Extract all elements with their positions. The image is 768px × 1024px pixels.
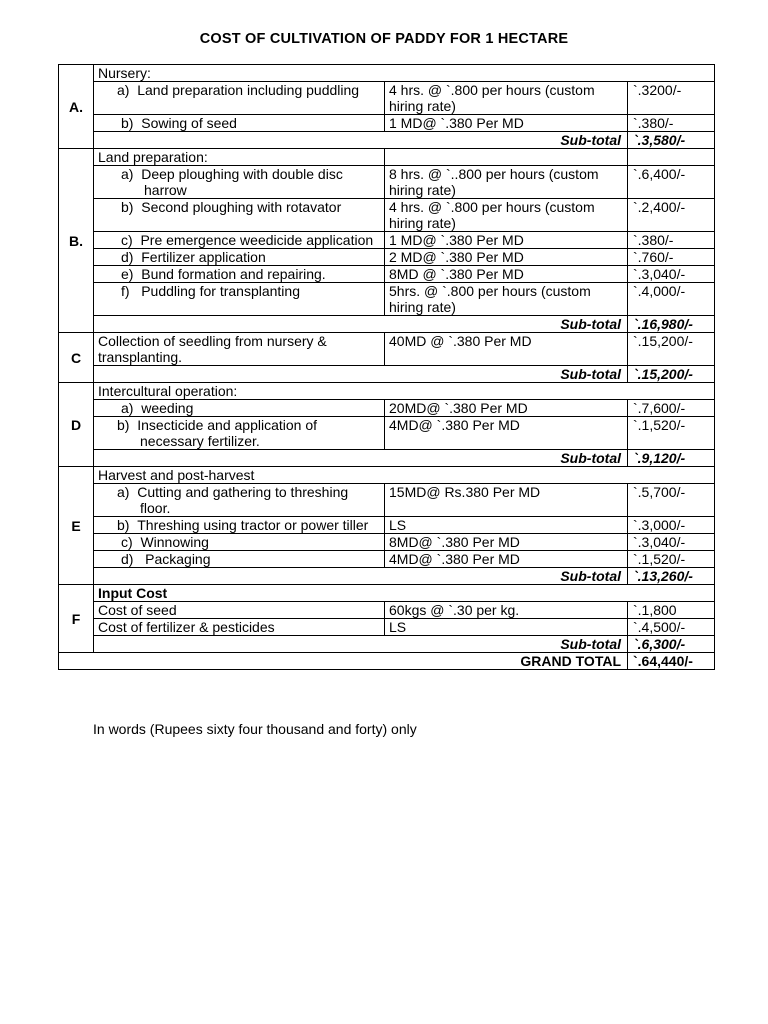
document-title: COST OF CULTIVATION OF PADDY FOR 1 HECTARE <box>199 31 569 47</box>
item-rate: 8MD @ `.380 Per MD <box>385 266 628 283</box>
section-e-heading: Harvest and post-harvest <box>94 467 715 484</box>
item-rate: 4 hrs. @ `.800 per hours (custom hiring rate) <box>385 199 628 232</box>
section-a-heading-row <box>59 65 715 82</box>
subtotal-value: `.13,260/- <box>628 568 715 585</box>
table-row <box>59 400 715 417</box>
table-row <box>59 551 715 568</box>
item-rate: 4 hrs. @ `.800 per hours (custom hiring rate) <box>385 82 628 115</box>
table-row <box>59 619 715 636</box>
item-description: f) Puddling for transplanting <box>94 283 385 316</box>
table-row <box>59 333 715 366</box>
item-rate: LS <box>385 517 628 534</box>
item-description: b) Sowing of seed <box>94 115 385 132</box>
section-c-label: C <box>59 333 94 383</box>
subtotal-label: Sub-total <box>94 316 628 333</box>
item-description: c) Winnowing <box>94 534 385 551</box>
section-f-label: F <box>59 585 94 653</box>
item-amount: `.380/- <box>628 232 715 249</box>
item-rate: 8 hrs. @ `..800 per hours (custom hiring rate) <box>385 166 628 199</box>
subtotal-label: Sub-total <box>94 366 628 383</box>
item-amount: `.4,000/- <box>628 283 715 316</box>
item-amount: `.6,400/- <box>628 166 715 199</box>
section-b-label: B. <box>59 149 94 333</box>
item-rate: 4MD@ `.380 Per MD <box>385 417 628 450</box>
item-rate: 5hrs. @ `.800 per hours (custom hiring rate) <box>385 283 628 316</box>
item-description: Cost of seed <box>94 602 385 619</box>
table-row <box>59 266 715 283</box>
item-description: a) weeding <box>94 400 385 417</box>
item-amount: `.1,800 <box>628 602 715 619</box>
subtotal-value: `.3,580/- <box>628 132 715 149</box>
table-row <box>59 417 715 450</box>
subtotal-row <box>59 450 715 467</box>
item-amount: `.760/- <box>628 249 715 266</box>
table-row <box>59 82 715 115</box>
item-amount: `.3,040/- <box>628 534 715 551</box>
amount-in-words: In words (Rupees sixty four thousand and forty) only <box>93 721 417 737</box>
item-description: a) Deep ploughing with double disc harrow <box>94 166 385 199</box>
item-description: b) Insecticide and application of necessary fertilizer. <box>94 417 385 450</box>
section-e-heading-row <box>59 467 715 484</box>
item-description: d) Packaging <box>94 551 385 568</box>
subtotal-row <box>59 316 715 333</box>
item-rate: 1 MD@ `.380 Per MD <box>385 232 628 249</box>
section-d-label: D <box>59 383 94 467</box>
item-amount: `.7,600/- <box>628 400 715 417</box>
subtotal-value: `.9,120/- <box>628 450 715 467</box>
item-amount: `.380/- <box>628 115 715 132</box>
subtotal-value: `.16,980/- <box>628 316 715 333</box>
item-description: b) Second ploughing with rotavator <box>94 199 385 232</box>
item-amount: `.15,200/- <box>628 333 715 366</box>
item-description: d) Fertilizer application <box>94 249 385 266</box>
empty-cell <box>385 149 628 166</box>
empty-cell <box>628 149 715 166</box>
table-row <box>59 232 715 249</box>
subtotal-label: Sub-total <box>94 132 628 149</box>
item-description: a) Cutting and gathering to threshing floor. <box>94 484 385 517</box>
table-row <box>59 517 715 534</box>
item-description: b) Threshing using tractor or power tiller <box>94 517 385 534</box>
item-description: e) Bund formation and repairing. <box>94 266 385 283</box>
item-description: Collection of seedling from nursery & transplanting. <box>94 333 385 366</box>
subtotal-row <box>59 568 715 585</box>
item-rate: 15MD@ Rs.380 Per MD <box>385 484 628 517</box>
item-amount: `.2,400/- <box>628 199 715 232</box>
item-amount: `.5,700/- <box>628 484 715 517</box>
section-f-heading: Input Cost <box>94 585 715 602</box>
section-a-heading: Nursery: <box>94 65 715 82</box>
item-rate: 8MD@ `.380 Per MD <box>385 534 628 551</box>
item-description: a) Land preparation including puddling <box>94 82 385 115</box>
item-amount: `.4,500/- <box>628 619 715 636</box>
section-d-heading: Intercultural operation: <box>94 383 715 400</box>
subtotal-label: Sub-total <box>94 568 628 585</box>
subtotal-value: `.15,200/- <box>628 366 715 383</box>
item-rate: 1 MD@ `.380 Per MD <box>385 115 628 132</box>
item-rate: 2 MD@ `.380 Per MD <box>385 249 628 266</box>
table-row <box>59 249 715 266</box>
section-b-heading-row <box>59 149 715 166</box>
grand-total-row <box>59 653 715 670</box>
item-rate: 40MD @ `.380 Per MD <box>385 333 628 366</box>
table-row <box>59 166 715 199</box>
item-rate: 4MD@ `.380 Per MD <box>385 551 628 568</box>
item-description: c) Pre emergence weedicide application <box>94 232 385 249</box>
cost-table <box>58 64 715 670</box>
item-amount: `.3,000/- <box>628 517 715 534</box>
item-amount: `.3200/- <box>628 82 715 115</box>
table-row <box>59 115 715 132</box>
subtotal-value: `.6,300/- <box>628 636 715 653</box>
section-a-label: A. <box>59 65 94 149</box>
item-rate: 20MD@ `.380 Per MD <box>385 400 628 417</box>
grand-total-value: `.64,440/- <box>628 653 715 670</box>
item-amount: `.1,520/- <box>628 551 715 568</box>
item-amount: `.3,040/- <box>628 266 715 283</box>
section-e-label: E <box>59 467 94 585</box>
table-row <box>59 484 715 517</box>
item-amount: `.1,520/- <box>628 417 715 450</box>
item-description: Cost of fertilizer & pesticides <box>94 619 385 636</box>
grand-total-label: GRAND TOTAL <box>59 653 628 670</box>
subtotal-row <box>59 636 715 653</box>
section-f-heading-row <box>59 585 715 602</box>
subtotal-label: Sub-total <box>94 450 628 467</box>
item-rate: 60kgs @ `.30 per kg. <box>385 602 628 619</box>
section-b-heading: Land preparation: <box>94 149 385 166</box>
table-row <box>59 534 715 551</box>
table-row <box>59 283 715 316</box>
table-row <box>59 602 715 619</box>
table-row <box>59 199 715 232</box>
section-d-heading-row <box>59 383 715 400</box>
subtotal-label: Sub-total <box>94 636 628 653</box>
subtotal-row <box>59 132 715 149</box>
subtotal-row <box>59 366 715 383</box>
item-rate: LS <box>385 619 628 636</box>
